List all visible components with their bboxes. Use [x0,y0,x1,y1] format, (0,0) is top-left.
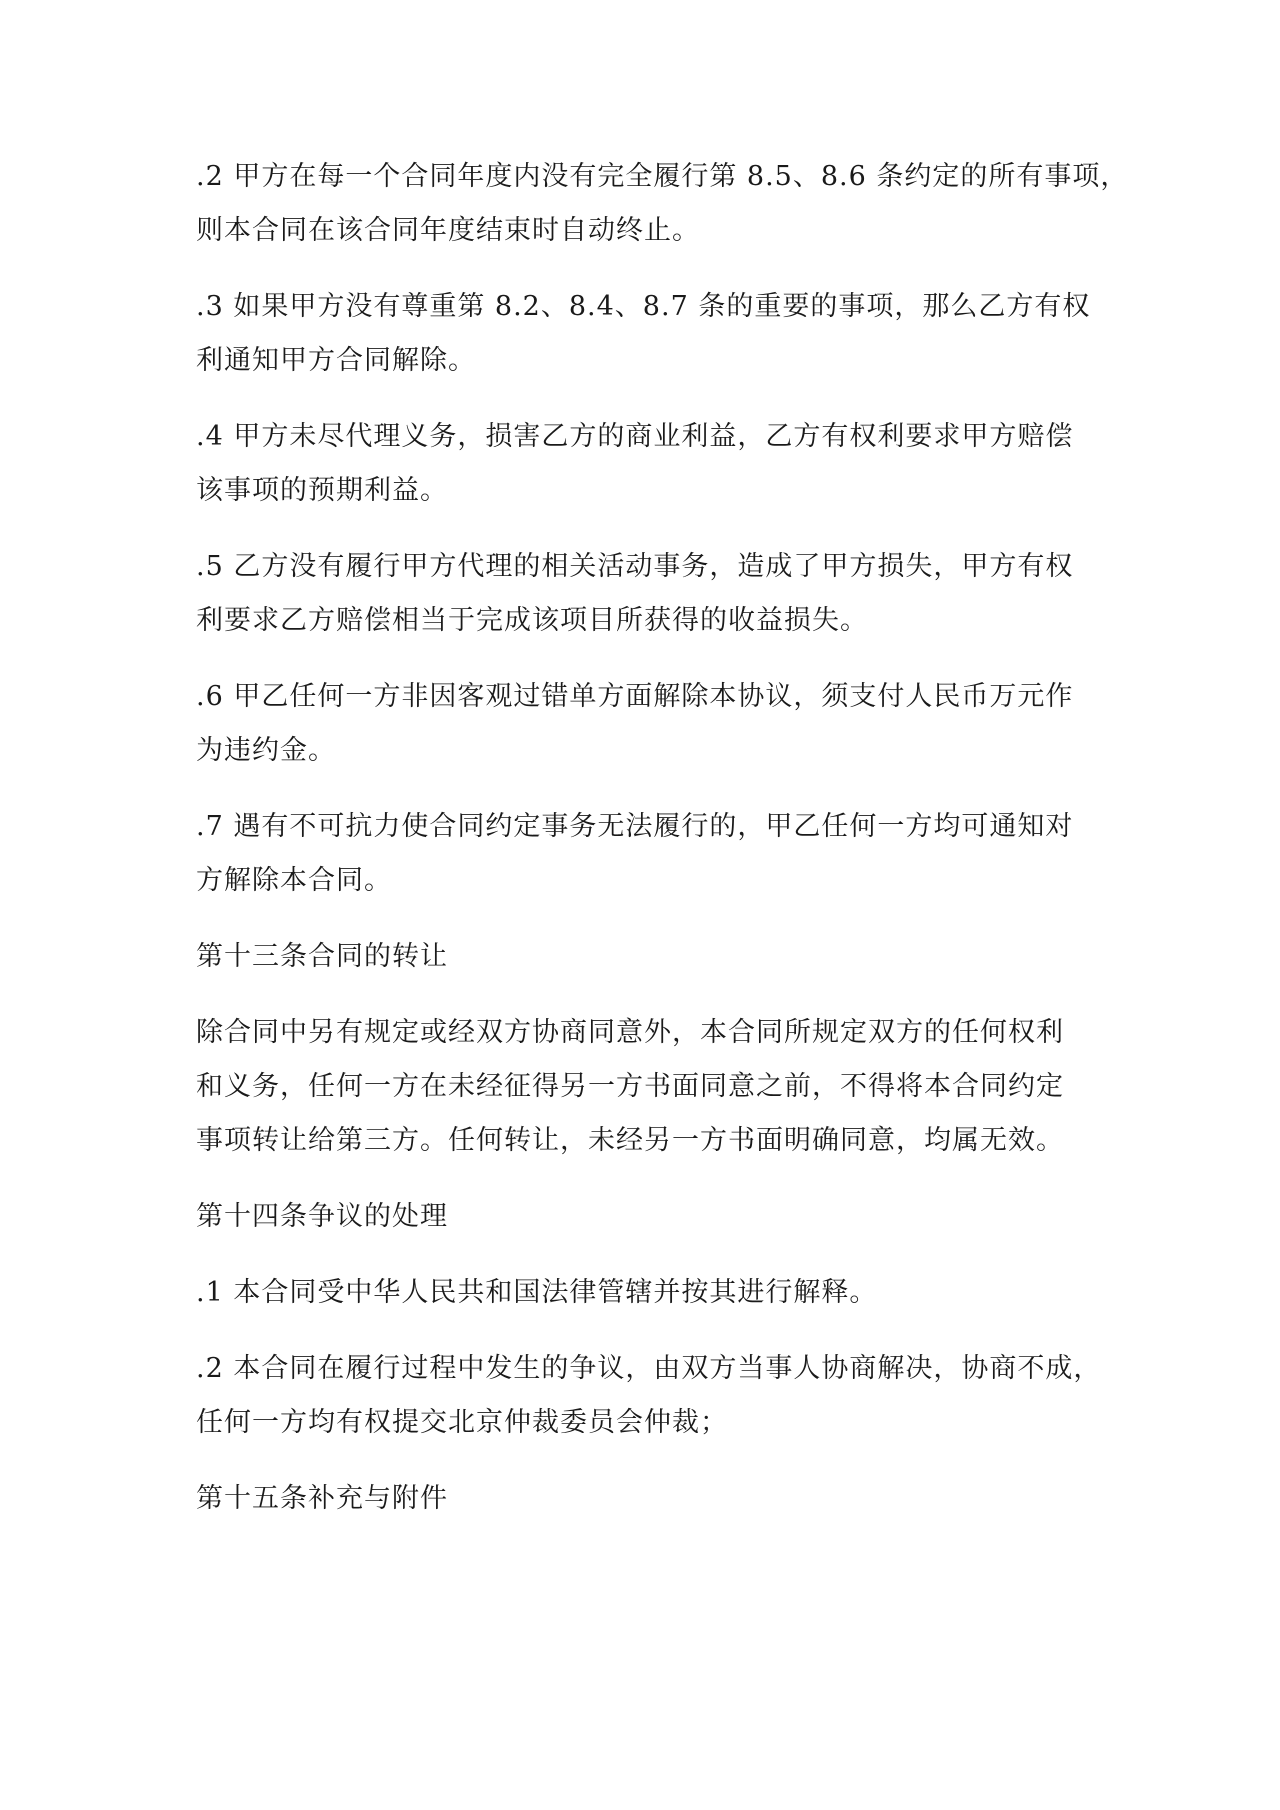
heading-text: 第十三条合同的转让 [196,941,448,972]
article-14-clause-1-paragraph [196,1266,1096,1320]
clause-3-paragraph [196,280,1096,388]
text-line: .4 甲方未尽代理义务，损害乙方的商业利益，乙方有权利要求甲方赔偿 [196,421,1074,452]
clause-7-paragraph [196,800,1096,908]
text-line: 方解除本合同。 [196,865,392,896]
text-line: 该事项的预期利益。 [196,475,448,506]
clause-2-paragraph [196,150,1129,258]
heading-text: 第十五条补充与附件 [196,1483,448,1514]
article-14-clause-2-paragraph [196,1342,1102,1450]
text-line: 为违约金。 [196,735,336,766]
heading-text: 第十四条争议的处理 [196,1201,448,1232]
text-line: .2 甲方在每一个合同年度内没有完全履行第 8.5、8.6 条约定的所有事项， [196,161,1129,192]
article-13-paragraph [196,1006,1096,1168]
article-15-heading [196,1472,1096,1526]
clause-4-paragraph [196,410,1096,518]
text-line: 利通知甲方合同解除。 [196,345,476,376]
article-14-heading [196,1190,1096,1244]
text-line: .7 遇有不可抗力使合同约定事务无法履行的，甲乙任何一方均可通知对 [196,811,1074,842]
text-line: .5 乙方没有履行甲方代理的相关活动事务，造成了甲方损失，甲方有权 [196,551,1074,582]
clause-5-paragraph [196,540,1096,648]
text-line: 除合同中另有规定或经双方协商同意外，本合同所规定双方的任何权利 [196,1017,1064,1048]
text-line: .1 本合同受中华人民共和国法律管辖并按其进行解释。 [196,1277,878,1308]
clause-6-paragraph [196,670,1096,778]
text-line: 利要求乙方赔偿相当于完成该项目所获得的收益损失。 [196,605,868,636]
text-line: 则本合同在该合同年度结束时自动终止。 [196,215,700,246]
text-line: .2 本合同在履行过程中发生的争议，由双方当事人协商解决，协商不成， [196,1353,1102,1384]
text-line: 和义务，任何一方在未经征得另一方书面同意之前，不得将本合同约定 [196,1071,1064,1102]
article-13-heading [196,930,1096,984]
document-body [196,150,1129,1548]
text-line: .3 如果甲方没有尊重第 8.2、8.4、8.7 条的重要的事项，那么乙方有权 [196,291,1091,322]
text-line: 事项转让给第三方。任何转让，未经另一方书面明确同意，均属无效。 [196,1125,1064,1156]
text-line: 任何一方均有权提交北京仲裁委员会仲裁； [196,1407,728,1438]
text-line: .6 甲乙任何一方非因客观过错单方面解除本协议，须支付人民币万元作 [196,681,1074,712]
